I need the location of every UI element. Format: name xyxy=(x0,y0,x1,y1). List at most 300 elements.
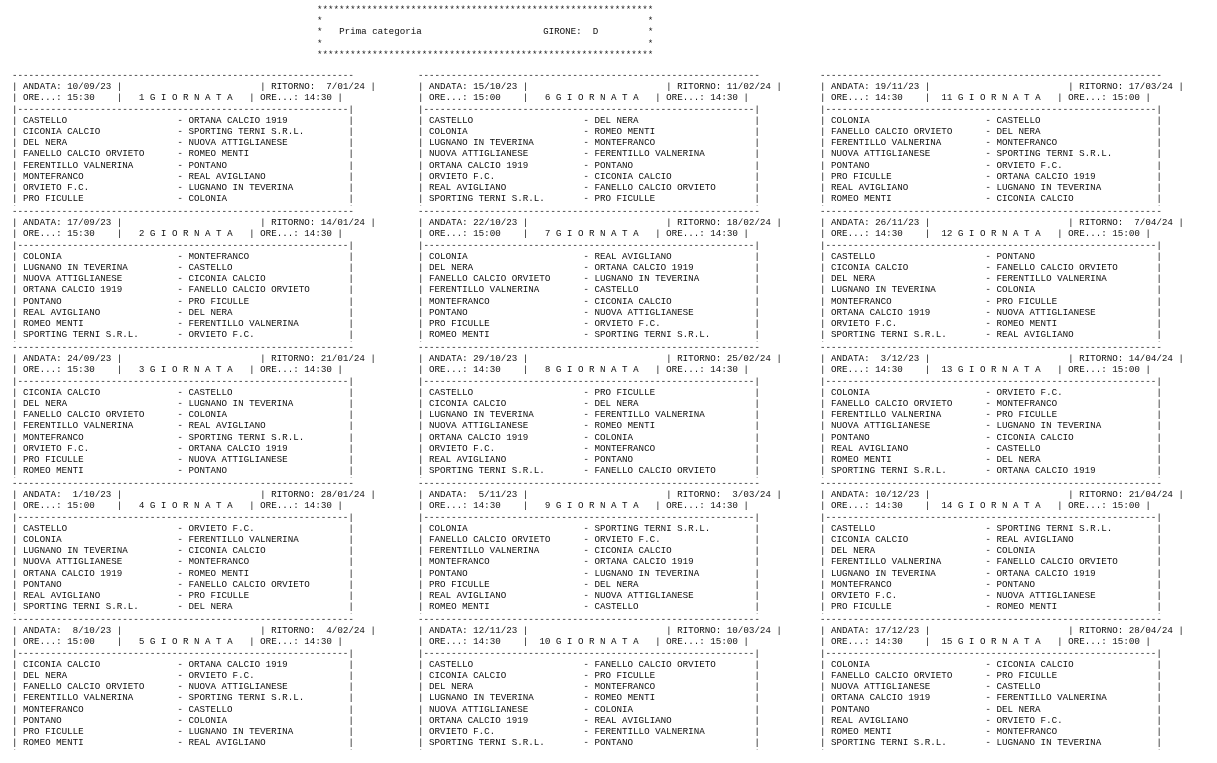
giornata-number: 2 xyxy=(122,228,145,240)
ore-ritorno: 14:30 xyxy=(304,228,332,240)
giornata-number: 4 xyxy=(122,500,145,512)
home-team: REAL AVIGLIANO xyxy=(429,454,584,466)
away-team: NUOVA ATTIGLIANESE xyxy=(188,681,349,693)
home-team: ROMEO MENTI xyxy=(831,726,986,738)
andata-label: ANDATA: xyxy=(23,217,62,229)
ore-ritorno: 14:30 xyxy=(710,364,738,376)
away-team: LUGNANO IN TEVERINA xyxy=(996,737,1157,749)
away-team: FANELLO CALCIO ORVIETO xyxy=(594,465,755,477)
home-team: ORTANA CALCIO 1919 xyxy=(23,284,178,296)
ore-label: ORE...: xyxy=(666,364,705,376)
ore-label: ORE...: xyxy=(23,92,62,104)
away-team: REAL AVIGLIANO xyxy=(996,534,1157,546)
home-team: ROMEO MENTI xyxy=(23,318,178,330)
ore-andata: 15:30 xyxy=(67,364,95,376)
home-team: NUOVA ATTIGLIANESE xyxy=(429,148,584,160)
home-team: FANELLO CALCIO ORVIETO xyxy=(23,148,178,160)
giornata-label: G I O R N A T A xyxy=(149,364,233,376)
ore-andata: 14:30 xyxy=(875,92,903,104)
away-team: FANELLO CALCIO ORVIETO xyxy=(594,658,755,670)
away-team: DEL NERA xyxy=(996,703,1157,715)
away-team: PONTANO xyxy=(594,737,755,749)
girone-value: D xyxy=(592,26,599,38)
home-team: CICONIA CALCIO xyxy=(23,658,178,670)
away-team: DEL NERA xyxy=(594,398,755,410)
ore-andata: 15:00 xyxy=(473,92,501,104)
home-team: PONTANO xyxy=(429,306,584,318)
away-team: CICONIA CALCIO xyxy=(996,658,1157,670)
home-team: COLONIA xyxy=(831,386,986,398)
home-team: PRO FICULLE xyxy=(429,318,584,330)
away-team: NUOVA ATTIGLIANESE xyxy=(188,137,349,149)
ritorno-date: 4/02/24 xyxy=(320,625,365,637)
home-team: FANELLO CALCIO ORVIETO xyxy=(831,398,986,410)
home-team: ROMEO MENTI xyxy=(429,329,584,341)
away-team: LUGNANO IN TEVERINA xyxy=(188,398,349,410)
away-team: CASTELLO xyxy=(996,114,1157,126)
giornata-block-5: -------------------------------------------------------------- | ANDATA: 8/10/23 | | RITORNO: 4/02/24 | | ORE...: 15:00 | 5 G I O R N A T A | ORE...: 14:30 | |------------------------------------------------------------| | CICONIA CALCIO - ORTANA CALCIO 1919 | | DEL NERA - ORVIETO F.C. | | FANELLO CALCIO ORVIETO - NUOVA ATTIGLIANESE | | FERENTILLO VALNERINA - SPORTING TERNI S.R.L. | | MONTEFRANCO - CASTELLO | | PONTANO - COLONIA | | PRO FICULLE - LUGNANO IN TEVERINA | | ROMEO MENTI - REAL AVIGLIANO | xyxy=(12,614,376,749)
away-team: PRO FICULLE xyxy=(188,590,349,602)
ritorno-label: RITORNO: xyxy=(677,489,722,501)
away-team: COLONIA xyxy=(188,193,349,205)
giornata-block-1: -------------------------------------------------------------- | ANDATA: 10/09/23 | | RITORNO: 7/01/24 | | ORE...: 15:30 | 1 G I O R N A T A | ORE...: 14:30 | |------------------------------------------------------------| | CASTELLO - ORTANA CALCIO 1919 | | CICONIA CALCIO - SPORTING TERNI S.R.L. | | DEL NERA - NUOVA ATTIGLIANESE | | FANELLO CALCIO ORVIETO - ROMEO MENTI | | FERENTILLO VALNERINA - PONTANO | | MONTEFRANCO - REAL AVIGLIANO | | ORVIETO F.C. - LUGNANO IN TEVERINA | | PRO FICULLE - COLONIA | xyxy=(12,70,376,205)
ore-label: ORE...: xyxy=(260,364,299,376)
ore-label: ORE...: xyxy=(666,500,705,512)
giornata-label: G I O R N A T A xyxy=(555,92,639,104)
giornata-block-8: -------------------------------------------------------------- | ANDATA: 29/10/23 | | RITORNO: 25/02/24 | | ORE...: 14:30 | 8 G I O R N A T A | ORE...: 14:30 | |------------------------------------------------------------| | CASTELLO - PRO FICULLE | | CICONIA CALCIO - DEL NERA | | LUGNANO IN TEVERINA - FERENTILLO VALNERINA | | NUOVA ATTIGLIANESE - ROMEO MENTI | | ORTANA CALCIO 1919 - COLONIA | | ORVIETO F.C. - MONTEFRANCO | | REAL AVIGLIANO - PONTANO | | SPORTING TERNI S.R.L. - FANELLO CALCIO ORVIETO | xyxy=(418,342,782,477)
away-team: ORTANA CALCIO 1919 xyxy=(594,556,755,568)
away-team: MONTEFRANCO xyxy=(594,681,755,693)
andata-date: 29/10/23 xyxy=(473,353,518,365)
giornata-label: G I O R N A T A xyxy=(149,500,233,512)
home-team: COLONIA xyxy=(23,534,178,546)
ore-label: ORE...: xyxy=(831,228,870,240)
away-team: DEL NERA xyxy=(188,306,349,318)
away-team: LUGNANO IN TEVERINA xyxy=(188,726,349,738)
away-team: ORVIETO F.C. xyxy=(188,329,349,341)
ore-label: ORE...: xyxy=(1068,636,1107,648)
home-team: FERENTILLO VALNERINA xyxy=(831,556,986,568)
giornata-label: G I O R N A T A xyxy=(957,364,1041,376)
home-team: ROMEO MENTI xyxy=(831,454,986,466)
away-team: ORVIETO F.C. xyxy=(188,522,349,534)
ore-label: ORE...: xyxy=(429,228,468,240)
home-team: MONTEFRANCO xyxy=(23,170,178,182)
home-team: PRO FICULLE xyxy=(23,726,178,738)
giornata-number: 1 xyxy=(122,92,145,104)
andata-date: 3/12/23 xyxy=(875,353,920,365)
home-team: CASTELLO xyxy=(23,114,178,126)
home-team: PONTANO xyxy=(429,567,584,579)
home-team: COLONIA xyxy=(429,126,584,138)
home-team: FANELLO CALCIO ORVIETO xyxy=(23,409,178,421)
away-team: MONTEFRANCO xyxy=(996,398,1157,410)
home-team: FERENTILLO VALNERINA xyxy=(23,159,178,171)
header-box: ************************************************************* * * * Prima categoria GIRONE: D * * * ************************************************************* xyxy=(317,4,654,60)
away-team: SPORTING TERNI S.R.L. xyxy=(188,431,349,443)
away-team: FANELLO CALCIO ORVIETO xyxy=(996,262,1157,274)
home-team: ORVIETO F.C. xyxy=(429,726,584,738)
andata-label: ANDATA: xyxy=(429,81,468,93)
home-team: NUOVA ATTIGLIANESE xyxy=(23,273,178,285)
home-team: LUGNANO IN TEVERINA xyxy=(429,137,584,149)
away-team: ROMEO MENTI xyxy=(594,126,755,138)
home-team: NUOVA ATTIGLIANESE xyxy=(831,420,986,432)
ritorno-label: RITORNO: xyxy=(1079,217,1124,229)
giornata-label: G I O R N A T A xyxy=(957,500,1041,512)
away-team: REAL AVIGLIANO xyxy=(188,737,349,749)
andata-date: 12/11/23 xyxy=(473,625,518,637)
home-team: SPORTING TERNI S.R.L. xyxy=(429,465,584,477)
home-team: ORVIETO F.C. xyxy=(831,590,986,602)
away-team: SPORTING TERNI S.R.L. xyxy=(188,692,349,704)
ore-andata: 15:30 xyxy=(67,92,95,104)
home-team: DEL NERA xyxy=(831,273,986,285)
away-team: ORVIETO F.C. xyxy=(996,386,1157,398)
ore-label: ORE...: xyxy=(831,92,870,104)
home-team: ORTANA CALCIO 1919 xyxy=(429,431,584,443)
home-team: SPORTING TERNI S.R.L. xyxy=(831,329,986,341)
away-team: CICONIA CALCIO xyxy=(594,295,755,307)
ore-label: ORE...: xyxy=(23,228,62,240)
andata-date: 5/11/23 xyxy=(473,489,518,501)
ritorno-label: RITORNO: xyxy=(677,81,722,93)
home-team: FANELLO CALCIO ORVIETO xyxy=(831,670,986,682)
home-team: NUOVA ATTIGLIANESE xyxy=(429,703,584,715)
ore-label: ORE...: xyxy=(429,636,468,648)
ritorno-date: 18/02/24 xyxy=(726,217,771,229)
ritorno-label: RITORNO: xyxy=(1079,489,1124,501)
home-team: SPORTING TERNI S.R.L. xyxy=(23,601,178,613)
andata-label: ANDATA: xyxy=(831,217,870,229)
ore-ritorno: 14:30 xyxy=(304,364,332,376)
home-team: COLONIA xyxy=(831,658,986,670)
away-team: LUGNANO IN TEVERINA xyxy=(996,420,1157,432)
away-team: MONTEFRANCO xyxy=(188,250,349,262)
ore-label: ORE...: xyxy=(260,228,299,240)
home-team: DEL NERA xyxy=(23,670,178,682)
home-team: DEL NERA xyxy=(831,545,986,557)
ritorno-label: RITORNO: xyxy=(271,353,316,365)
giornata-block-11: -------------------------------------------------------------- | ANDATA: 19/11/23 | | RITORNO: 17/03/24 | | ORE...: 14:30 | 11 G I O R N A T A | ORE...: 15:00 | |------------------------------------------------------------| | COLONIA - CASTELLO | | FANELLO CALCIO ORVIETO - DEL NERA | | FERENTILLO VALNERINA - MONTEFRANCO | | NUOVA ATTIGLIANESE - SPORTING TERNI S.R.L. | | PONTANO - ORVIETO F.C. | | PRO FICULLE - ORTANA CALCIO 1919 | | REAL AVIGLIANO - LUGNANO IN TEVERINA | | ROMEO MENTI - CICONIA CALCIO | xyxy=(820,70,1184,205)
ritorno-date: 21/01/24 xyxy=(320,353,365,365)
ritorno-date: 10/03/24 xyxy=(726,625,771,637)
home-team: REAL AVIGLIANO xyxy=(23,590,178,602)
away-team: FANELLO CALCIO ORVIETO xyxy=(996,556,1157,568)
andata-label: ANDATA: xyxy=(23,353,62,365)
andata-date: 8/10/23 xyxy=(67,625,112,637)
away-team: COLONIA xyxy=(594,431,755,443)
ore-andata: 14:30 xyxy=(875,228,903,240)
ritorno-label: RITORNO: xyxy=(271,81,316,93)
away-team: ORVIETO F.C. xyxy=(188,670,349,682)
giornata-number: 10 xyxy=(528,636,551,648)
giornata-label: G I O R N A T A xyxy=(555,500,639,512)
ritorno-label: RITORNO: xyxy=(677,217,722,229)
away-team: NUOVA ATTIGLIANESE xyxy=(996,306,1157,318)
girone-label: GIRONE: xyxy=(543,26,582,38)
home-team: CICONIA CALCIO xyxy=(429,398,584,410)
away-team: ORVIETO F.C. xyxy=(594,318,755,330)
ore-label: ORE...: xyxy=(666,92,705,104)
giornata-number: 8 xyxy=(528,364,551,376)
ore-ritorno: 15:00 xyxy=(1112,636,1140,648)
ore-label: ORE...: xyxy=(260,92,299,104)
home-team: FANELLO CALCIO ORVIETO xyxy=(429,534,584,546)
away-team: ORTANA CALCIO 1919 xyxy=(188,658,349,670)
away-team: CASTELLO xyxy=(996,442,1157,454)
away-team: DEL NERA xyxy=(188,601,349,613)
away-team: DEL NERA xyxy=(594,114,755,126)
giornata-block-9: -------------------------------------------------------------- | ANDATA: 5/11/23 | | RITORNO: 3/03/24 | | ORE...: 14:30 | 9 G I O R N A T A | ORE...: 14:30 | |------------------------------------------------------------| | COLONIA - SPORTING TERNI S.R.L. | | FANELLO CALCIO ORVIETO - ORVIETO F.C. | | FERENTILLO VALNERINA - CICONIA CALCIO | | MONTEFRANCO - ORTANA CALCIO 1919 | | PONTANO - LUGNANO IN TEVERINA | | PRO FICULLE - DEL NERA | | REAL AVIGLIANO - NUOVA ATTIGLIANESE | | ROMEO MENTI - CASTELLO | xyxy=(418,478,782,613)
away-team: PRO FICULLE xyxy=(188,295,349,307)
away-team: MONTEFRANCO xyxy=(188,556,349,568)
away-team: NUOVA ATTIGLIANESE xyxy=(594,590,755,602)
column-giornate-1-5 xyxy=(12,70,376,750)
ore-andata: 15:30 xyxy=(67,228,95,240)
giornata-number: 5 xyxy=(122,636,145,648)
away-team: FERENTILLO VALNERINA xyxy=(594,726,755,738)
away-team: ORVIETO F.C. xyxy=(996,714,1157,726)
away-team: LUGNANO IN TEVERINA xyxy=(188,182,349,194)
ore-ritorno: 14:30 xyxy=(304,636,332,648)
andata-label: ANDATA: xyxy=(831,353,870,365)
ore-label: ORE...: xyxy=(666,228,705,240)
giornata-number: 11 xyxy=(930,92,953,104)
home-team: LUGNANO IN TEVERINA xyxy=(429,409,584,421)
ore-label: ORE...: xyxy=(1068,364,1107,376)
away-team: CASTELLO xyxy=(188,703,349,715)
away-team: SPORTING TERNI S.R.L. xyxy=(996,148,1157,160)
home-team: LUGNANO IN TEVERINA xyxy=(831,567,986,579)
home-team: CASTELLO xyxy=(23,522,178,534)
home-team: CICONIA CALCIO xyxy=(831,534,986,546)
ore-label: ORE...: xyxy=(260,636,299,648)
away-team: REAL AVIGLIANO xyxy=(594,714,755,726)
away-team: PONTANO xyxy=(188,465,349,477)
away-team: MONTEFRANCO xyxy=(594,442,755,454)
away-team: FANELLO CALCIO ORVIETO xyxy=(188,284,349,296)
home-team: ORTANA CALCIO 1919 xyxy=(831,306,986,318)
ore-label: ORE...: xyxy=(429,364,468,376)
home-team: ORVIETO F.C. xyxy=(23,182,178,194)
home-team: ORVIETO F.C. xyxy=(23,442,178,454)
away-team: ROMEO MENTI xyxy=(996,318,1157,330)
giornata-label: G I O R N A T A xyxy=(957,92,1041,104)
ore-label: ORE...: xyxy=(1068,228,1107,240)
home-team: PONTANO xyxy=(831,159,986,171)
away-team: FERENTILLO VALNERINA xyxy=(996,692,1157,704)
home-team: ORVIETO F.C. xyxy=(429,170,584,182)
home-team: ROMEO MENTI xyxy=(831,193,986,205)
away-team: DEL NERA xyxy=(996,454,1157,466)
ritorno-label: RITORNO: xyxy=(1079,81,1124,93)
ore-label: ORE...: xyxy=(666,636,705,648)
home-team: NUOVA ATTIGLIANESE xyxy=(831,681,986,693)
home-team: ORTANA CALCIO 1919 xyxy=(831,692,986,704)
home-team: PRO FICULLE xyxy=(429,578,584,590)
away-team: NUOVA ATTIGLIANESE xyxy=(996,590,1157,602)
away-team: PRO FICULLE xyxy=(594,193,755,205)
home-team: SPORTING TERNI S.R.L. xyxy=(429,193,584,205)
away-team: SPORTING TERNI S.R.L. xyxy=(996,522,1157,534)
andata-date: 22/10/23 xyxy=(473,217,518,229)
ore-ritorno: 15:00 xyxy=(1112,92,1140,104)
home-team: PRO FICULLE xyxy=(831,170,986,182)
home-team: SPORTING TERNI S.R.L. xyxy=(23,329,178,341)
andata-label: ANDATA: xyxy=(429,353,468,365)
away-team: PRO FICULLE xyxy=(996,295,1157,307)
home-team: ROMEO MENTI xyxy=(429,601,584,613)
ore-ritorno: 14:30 xyxy=(710,92,738,104)
away-team: COLONIA xyxy=(996,284,1157,296)
ore-ritorno: 14:30 xyxy=(304,92,332,104)
andata-label: ANDATA: xyxy=(429,489,468,501)
ritorno-date: 28/04/24 xyxy=(1128,625,1173,637)
away-team: CICONIA CALCIO xyxy=(594,545,755,557)
giornata-block-12: -------------------------------------------------------------- | ANDATA: 26/11/23 | | RITORNO: 7/04/24 | | ORE...: 14:30 | 12 G I O R N A T A | ORE...: 15:00 | |------------------------------------------------------------| | CASTELLO - PONTANO | | CICONIA CALCIO - FANELLO CALCIO ORVIETO | | DEL NERA - FERENTILLO VALNERINA | | LUGNANO IN TEVERINA - COLONIA | | MONTEFRANCO - PRO FICULLE | | ORTANA CALCIO 1919 - NUOVA ATTIGLIANESE | | ORVIETO F.C. - ROMEO MENTI | | SPORTING TERNI S.R.L. - REAL AVIGLIANO | xyxy=(820,206,1184,341)
home-team: CASTELLO xyxy=(831,250,986,262)
ritorno-label: RITORNO: xyxy=(1079,625,1124,637)
home-team: COLONIA xyxy=(831,114,986,126)
andata-date: 17/12/23 xyxy=(875,625,920,637)
away-team: CASTELLO xyxy=(188,262,349,274)
away-team: CASTELLO xyxy=(594,601,755,613)
ritorno-date: 7/04/24 xyxy=(1128,217,1173,229)
home-team: FERENTILLO VALNERINA xyxy=(23,420,178,432)
away-team: MONTEFRANCO xyxy=(996,726,1157,738)
column-giornate-11-15 xyxy=(820,70,1184,750)
home-team: CASTELLO xyxy=(831,522,986,534)
away-team: ROMEO MENTI xyxy=(594,692,755,704)
giornata-label: G I O R N A T A xyxy=(957,636,1041,648)
away-team: ORTANA CALCIO 1919 xyxy=(996,170,1157,182)
andata-date: 15/10/23 xyxy=(473,81,518,93)
home-team: CASTELLO xyxy=(429,658,584,670)
home-team: LUGNANO IN TEVERINA xyxy=(429,692,584,704)
home-team: MONTEFRANCO xyxy=(23,431,178,443)
giornata-label: G I O R N A T A xyxy=(149,92,233,104)
ritorno-label: RITORNO: xyxy=(677,353,722,365)
ritorno-date: 14/01/24 xyxy=(320,217,365,229)
home-team: SPORTING TERNI S.R.L. xyxy=(831,465,986,477)
andata-date: 1/10/23 xyxy=(67,489,112,501)
home-team: COLONIA xyxy=(429,250,584,262)
ore-label: ORE...: xyxy=(1068,92,1107,104)
away-team: CICONIA CALCIO xyxy=(996,431,1157,443)
ritorno-date: 21/04/24 xyxy=(1128,489,1173,501)
giornata-label: G I O R N A T A xyxy=(957,228,1041,240)
giornata-number: 12 xyxy=(930,228,953,240)
ore-andata: 14:30 xyxy=(473,636,501,648)
andata-date: 19/11/23 xyxy=(875,81,920,93)
away-team: DEL NERA xyxy=(996,126,1157,138)
andata-label: ANDATA: xyxy=(831,489,870,501)
giornata-number: 6 xyxy=(528,92,551,104)
away-team: ORTANA CALCIO 1919 xyxy=(996,567,1157,579)
away-team: ORTANA CALCIO 1919 xyxy=(996,465,1157,477)
andata-date: 10/09/23 xyxy=(67,81,112,93)
home-team: DEL NERA xyxy=(429,262,584,274)
away-team: ORVIETO F.C. xyxy=(996,159,1157,171)
home-team: REAL AVIGLIANO xyxy=(831,714,986,726)
ore-label: ORE...: xyxy=(831,636,870,648)
home-team: FANELLO CALCIO ORVIETO xyxy=(831,126,986,138)
ore-andata: 14:30 xyxy=(473,364,501,376)
away-team: FANELLO CALCIO ORVIETO xyxy=(594,182,755,194)
giornata-number: 15 xyxy=(930,636,953,648)
away-team: ORTANA CALCIO 1919 xyxy=(188,442,349,454)
ore-label: ORE...: xyxy=(831,500,870,512)
home-team: FERENTILLO VALNERINA xyxy=(429,284,584,296)
home-team: ORVIETO F.C. xyxy=(429,442,584,454)
away-team: ROMEO MENTI xyxy=(594,420,755,432)
away-team: ORTANA CALCIO 1919 xyxy=(594,262,755,274)
home-team: ORTANA CALCIO 1919 xyxy=(429,159,584,171)
home-team: PRO FICULLE xyxy=(23,454,178,466)
ore-ritorno: 15:00 xyxy=(710,636,738,648)
andata-label: ANDATA: xyxy=(831,625,870,637)
andata-date: 17/09/23 xyxy=(67,217,112,229)
giornata-block-14: -------------------------------------------------------------- | ANDATA: 10/12/23 | | RITORNO: 21/04/24 | | ORE...: 14:30 | 14 G I O R N A T A | ORE...: 15:00 | |------------------------------------------------------------| | CASTELLO - SPORTING TERNI S.R.L. | | CICONIA CALCIO - REAL AVIGLIANO | | DEL NERA - COLONIA | | FERENTILLO VALNERINA - FANELLO CALCIO ORVIETO | | LUGNANO IN TEVERINA - ORTANA CALCIO 1919 | | MONTEFRANCO - PONTANO | | ORVIETO F.C. - NUOVA ATTIGLIANESE | | PRO FICULLE - ROMEO MENTI | xyxy=(820,478,1184,613)
home-team: CICONIA CALCIO xyxy=(23,386,178,398)
home-team: FERENTILLO VALNERINA xyxy=(23,692,178,704)
andata-label: ANDATA: xyxy=(429,217,468,229)
home-team: ROMEO MENTI xyxy=(23,737,178,749)
away-team: FERENTILLO VALNERINA xyxy=(594,148,755,160)
away-team: ROMEO MENTI xyxy=(188,567,349,579)
away-team: CASTELLO xyxy=(594,284,755,296)
ritorno-date: 25/02/24 xyxy=(726,353,771,365)
andata-label: ANDATA: xyxy=(23,81,62,93)
home-team: PONTANO xyxy=(831,703,986,715)
column-giornate-6-10 xyxy=(418,70,782,750)
away-team: PONTANO xyxy=(594,454,755,466)
ore-andata: 15:00 xyxy=(67,500,95,512)
away-team: CASTELLO xyxy=(188,386,349,398)
away-team: COLONIA xyxy=(594,703,755,715)
home-team: LUGNANO IN TEVERINA xyxy=(23,262,178,274)
away-team: PONTANO xyxy=(594,159,755,171)
giornata-number: 7 xyxy=(528,228,551,240)
home-team: SPORTING TERNI S.R.L. xyxy=(429,737,584,749)
ore-ritorno: 14:30 xyxy=(710,228,738,240)
away-team: PRO FICULLE xyxy=(996,670,1157,682)
home-team: ORTANA CALCIO 1919 xyxy=(429,714,584,726)
home-team: REAL AVIGLIANO xyxy=(429,182,584,194)
ritorno-label: RITORNO: xyxy=(1079,353,1124,365)
home-team: CICONIA CALCIO xyxy=(429,670,584,682)
ore-label: ORE...: xyxy=(429,500,468,512)
home-team: ORTANA CALCIO 1919 xyxy=(23,567,178,579)
home-team: REAL AVIGLIANO xyxy=(23,306,178,318)
giornata-label: G I O R N A T A xyxy=(555,228,639,240)
home-team: LUGNANO IN TEVERINA xyxy=(831,284,986,296)
ritorno-label: RITORNO: xyxy=(271,625,316,637)
away-team: CASTELLO xyxy=(996,681,1157,693)
giornata-label: G I O R N A T A xyxy=(555,636,639,648)
away-team: PRO FICULLE xyxy=(594,386,755,398)
home-team: COLONIA xyxy=(23,250,178,262)
giornata-block-4: -------------------------------------------------------------- | ANDATA: 1/10/23 | | RITORNO: 28/01/24 | | ORE...: 15:00 | 4 G I O R N A T A | ORE...: 14:30 | |------------------------------------------------------------| | CASTELLO - ORVIETO F.C. | | COLONIA - FERENTILLO VALNERINA | | LUGNANO IN TEVERINA - CICONIA CALCIO | | NUOVA ATTIGLIANESE - MONTEFRANCO | | ORTANA CALCIO 1919 - ROMEO MENTI | | PONTANO - FANELLO CALCIO ORVIETO | | REAL AVIGLIANO - PRO FICULLE | | SPORTING TERNI S.R.L. - DEL NERA | xyxy=(12,478,376,613)
home-team: CASTELLO xyxy=(429,386,584,398)
away-team: ORTANA CALCIO 1919 xyxy=(188,114,349,126)
away-team: SPORTING TERNI S.R.L. xyxy=(594,522,755,534)
home-team: ORVIETO F.C. xyxy=(831,318,986,330)
ore-andata: 14:30 xyxy=(875,636,903,648)
home-team: PONTANO xyxy=(23,295,178,307)
giornata-block-7: -------------------------------------------------------------- | ANDATA: 22/10/23 | | RITORNO: 18/02/24 | | ORE...: 15:00 | 7 G I O R N A T A | ORE...: 14:30 | |------------------------------------------------------------| | COLONIA - REAL AVIGLIANO | | DEL NERA - ORTANA CALCIO 1919 | | FANELLO CALCIO ORVIETO - LUGNANO IN TEVERINA | | FERENTILLO VALNERINA - CASTELLO | | MONTEFRANCO - CICONIA CALCIO | | PONTANO - NUOVA ATTIGLIANESE | | PRO FICULLE - ORVIETO F.C. | | ROMEO MENTI - SPORTING TERNI S.R.L. | xyxy=(418,206,782,341)
